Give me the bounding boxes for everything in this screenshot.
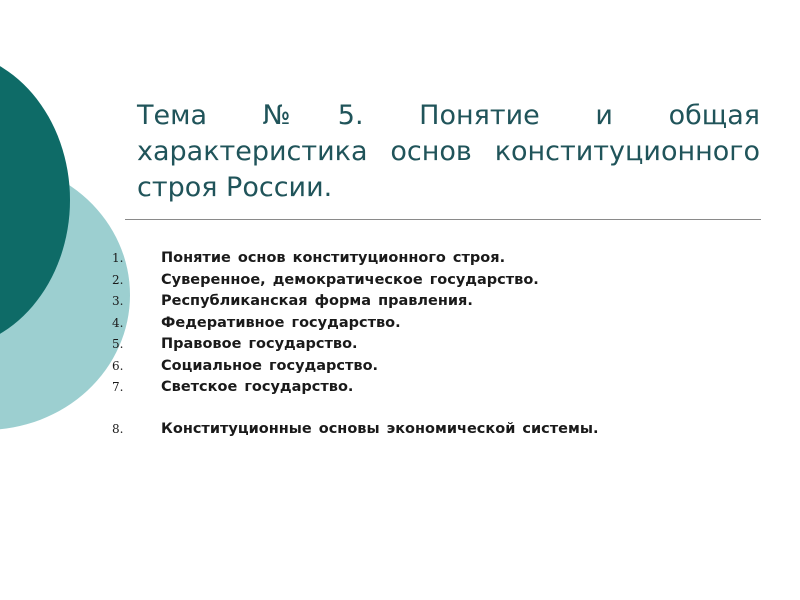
slide-title: Тема №5. Понятие и общая характеристика основ конституционного строя России. <box>137 100 760 203</box>
item-number: 3. <box>112 294 124 308</box>
item-number: 2. <box>112 272 124 287</box>
list-item <box>100 419 780 441</box>
list-item <box>100 291 780 313</box>
item-text: Понятие основ конституционного строя. <box>161 250 506 266</box>
item-text: Суверенное, демократическое государство. <box>161 271 539 288</box>
item-number: 5. <box>112 337 124 351</box>
item-text: Конституционные основы экономической системы. <box>161 420 599 437</box>
item-text: Правовое государство. <box>161 336 358 352</box>
topic-list <box>100 248 780 440</box>
item-number: 8. <box>112 421 124 436</box>
list-item <box>100 377 780 399</box>
item-text: Светское государство. <box>161 379 354 395</box>
item-number: 4. <box>112 315 124 330</box>
item-text: Федеративное государство. <box>161 314 401 331</box>
list-item <box>100 248 780 270</box>
title-divider <box>125 219 761 220</box>
list-item <box>100 334 780 356</box>
list-item <box>100 270 780 292</box>
list-item <box>100 313 780 335</box>
item-number: 6. <box>112 358 124 373</box>
item-number: 7. <box>112 380 124 394</box>
item-number: 1. <box>112 251 124 265</box>
item-text: Социальное государство. <box>161 357 379 374</box>
list-item <box>100 356 780 378</box>
item-text: Республиканская форма правления. <box>161 293 473 309</box>
